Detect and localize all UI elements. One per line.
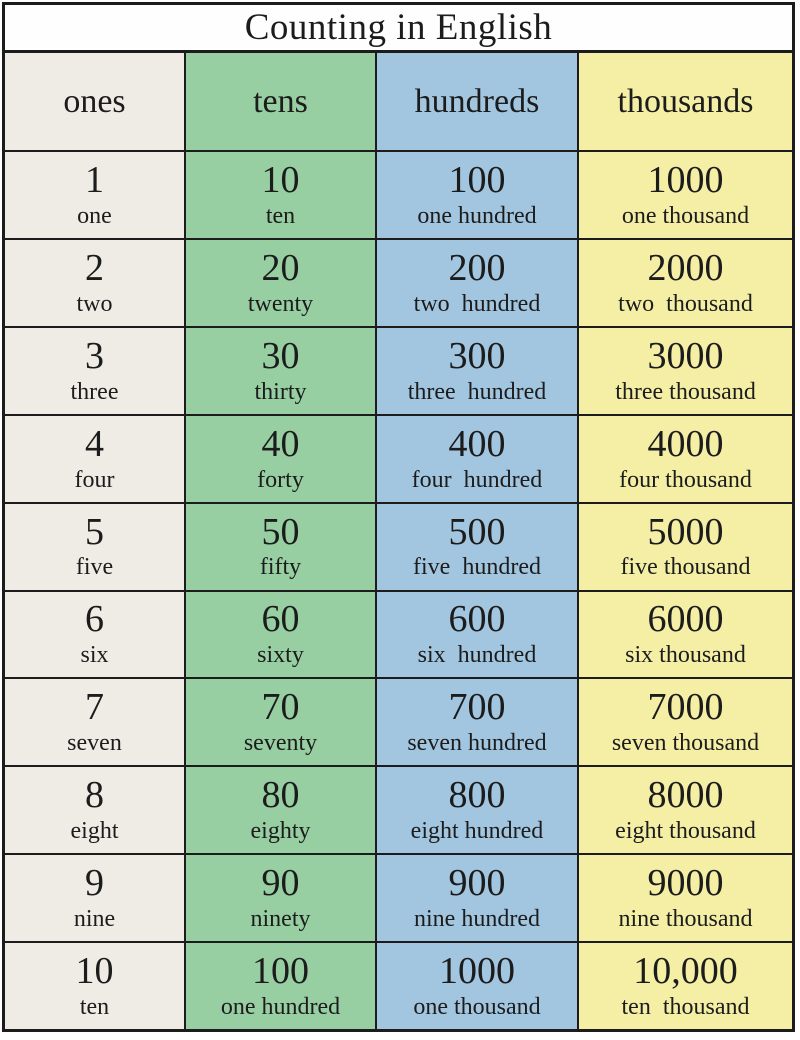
cell-word: seven thousand	[611, 730, 760, 757]
cell-number: 40	[261, 422, 300, 465]
column-header-ones: ones	[5, 53, 184, 150]
cell-number: 7	[85, 686, 104, 729]
cell-number: 70	[261, 686, 300, 729]
table-row	[5, 414, 792, 502]
cell-hundreds	[375, 504, 577, 590]
cell-thousands	[577, 855, 792, 941]
cell-word: one	[77, 202, 112, 229]
cell-number: 50	[261, 510, 300, 553]
cell-number: 30	[261, 334, 300, 377]
cell-hundreds	[375, 592, 577, 678]
table-row	[5, 765, 792, 853]
cell-tens	[184, 855, 375, 941]
cell-thousands	[577, 592, 792, 678]
table-row	[5, 326, 792, 414]
cell-tens	[184, 767, 375, 853]
column-header-hundreds: hundreds	[375, 53, 577, 150]
cell-word: one thousand	[621, 202, 750, 229]
cell-word: one hundred	[417, 202, 537, 229]
cell-ones	[5, 504, 184, 590]
cell-number: 10	[75, 950, 114, 993]
cell-ones	[5, 592, 184, 678]
cell-tens	[184, 592, 375, 678]
cell-word: six hundred	[417, 642, 537, 669]
cell-number: 9	[85, 862, 104, 905]
cell-word: three hundred	[407, 378, 547, 405]
cell-hundreds	[375, 855, 577, 941]
cell-number: 400	[448, 422, 506, 465]
cell-word: forty	[257, 466, 304, 493]
cell-ones	[5, 855, 184, 941]
cell-number: 600	[448, 598, 506, 641]
cell-word: seventy	[243, 730, 318, 757]
table-row	[5, 502, 792, 590]
cell-word: five hundred	[413, 554, 541, 581]
cell-word: five thousand	[620, 554, 751, 581]
column-header-tens: tens	[184, 53, 375, 150]
cell-hundreds	[375, 328, 577, 414]
cell-word: ten thousand	[621, 993, 750, 1020]
cell-word: five	[75, 554, 114, 581]
cell-number: 6000	[647, 598, 724, 641]
cell-word: eight thousand	[615, 818, 756, 845]
cell-tens	[184, 416, 375, 502]
cell-number: 1000	[647, 158, 724, 201]
cell-thousands	[577, 679, 792, 765]
cell-word: ten	[79, 993, 110, 1020]
cell-number: 200	[448, 246, 506, 289]
cell-number: 90	[261, 862, 300, 905]
cell-thousands	[577, 152, 792, 238]
cell-word: six	[80, 642, 109, 669]
cell-number: 800	[448, 774, 506, 817]
cell-word: three	[70, 378, 119, 405]
cell-number: 1000	[439, 950, 515, 993]
cell-number: 3000	[647, 334, 724, 377]
cell-word: nine thousand	[618, 906, 753, 933]
cell-word: nine	[73, 906, 116, 933]
cell-ones	[5, 152, 184, 238]
column-header-thousands: thousands	[577, 53, 792, 150]
counting-chart	[2, 2, 795, 1032]
cell-tens	[184, 943, 375, 1029]
table-row	[5, 150, 792, 238]
cell-number: 7000	[647, 686, 724, 729]
cell-word: four hundred	[411, 466, 543, 493]
table-row	[5, 677, 792, 765]
cell-word: sixty	[257, 642, 304, 669]
cell-number: 10,000	[633, 950, 738, 993]
cell-ones	[5, 328, 184, 414]
cell-tens	[184, 328, 375, 414]
cell-number: 1	[85, 158, 104, 201]
page-title: Counting in English	[244, 7, 553, 48]
cell-word: two hundred	[413, 290, 541, 317]
cell-ones	[5, 240, 184, 326]
cell-word: two thousand	[618, 290, 753, 317]
cell-thousands	[577, 504, 792, 590]
cell-word: fifty	[259, 554, 302, 581]
cell-number: 5000	[647, 510, 724, 553]
cell-number: 60	[261, 598, 300, 641]
table-row	[5, 853, 792, 941]
cell-number: 100	[252, 950, 309, 993]
title-row	[5, 5, 792, 53]
cell-word: seven	[67, 730, 122, 757]
cell-word: four thousand	[619, 466, 752, 493]
cell-word: eight	[70, 818, 119, 845]
cell-tens	[184, 152, 375, 238]
cell-word: six thousand	[625, 642, 746, 669]
cell-word: eighty	[250, 818, 311, 845]
cell-number: 2000	[647, 246, 724, 289]
cell-word: nine hundred	[414, 906, 540, 933]
cell-word: twenty	[247, 290, 314, 317]
cell-number: 5	[85, 510, 104, 553]
cell-hundreds	[375, 679, 577, 765]
cell-word: four	[74, 466, 115, 493]
cell-thousands	[577, 943, 792, 1029]
cell-number: 8000	[647, 774, 724, 817]
cell-number: 8	[85, 774, 104, 817]
cell-thousands	[577, 416, 792, 502]
cell-thousands	[577, 328, 792, 414]
cell-word: ninety	[250, 906, 311, 933]
cell-number: 700	[448, 686, 506, 729]
table-row	[5, 238, 792, 326]
cell-word: one thousand	[413, 993, 541, 1020]
cell-thousands	[577, 240, 792, 326]
cell-number: 10	[261, 158, 300, 201]
cell-number: 500	[448, 510, 506, 553]
cell-ones	[5, 767, 184, 853]
cell-word: seven hundred	[407, 730, 547, 757]
cell-hundreds	[375, 767, 577, 853]
cell-number: 20	[261, 246, 300, 289]
cell-number: 80	[261, 774, 300, 817]
cell-hundreds	[375, 943, 577, 1029]
cell-number: 2	[85, 246, 104, 289]
header-row	[5, 53, 792, 150]
cell-number: 4000	[647, 422, 724, 465]
cell-ones	[5, 679, 184, 765]
cell-number: 3	[85, 334, 104, 377]
cell-number: 300	[448, 334, 506, 377]
cell-tens	[184, 679, 375, 765]
cell-word: thirty	[254, 378, 307, 405]
cell-word: one hundred	[220, 993, 341, 1020]
cell-number: 9000	[647, 862, 724, 905]
cell-thousands	[577, 767, 792, 853]
cell-hundreds	[375, 240, 577, 326]
table-row	[5, 590, 792, 678]
cell-number: 900	[448, 862, 506, 905]
cell-tens	[184, 504, 375, 590]
cell-number: 6	[85, 598, 104, 641]
cell-word: eight hundred	[410, 818, 544, 845]
cell-hundreds	[375, 416, 577, 502]
cell-word: two	[76, 290, 113, 317]
cell-number: 4	[85, 422, 104, 465]
cell-ones	[5, 416, 184, 502]
cell-number: 100	[448, 158, 506, 201]
cell-ones	[5, 943, 184, 1029]
table-row	[5, 941, 792, 1029]
cell-hundreds	[375, 152, 577, 238]
cell-word: three thousand	[615, 378, 756, 405]
cell-tens	[184, 240, 375, 326]
cell-word: ten	[265, 202, 296, 229]
